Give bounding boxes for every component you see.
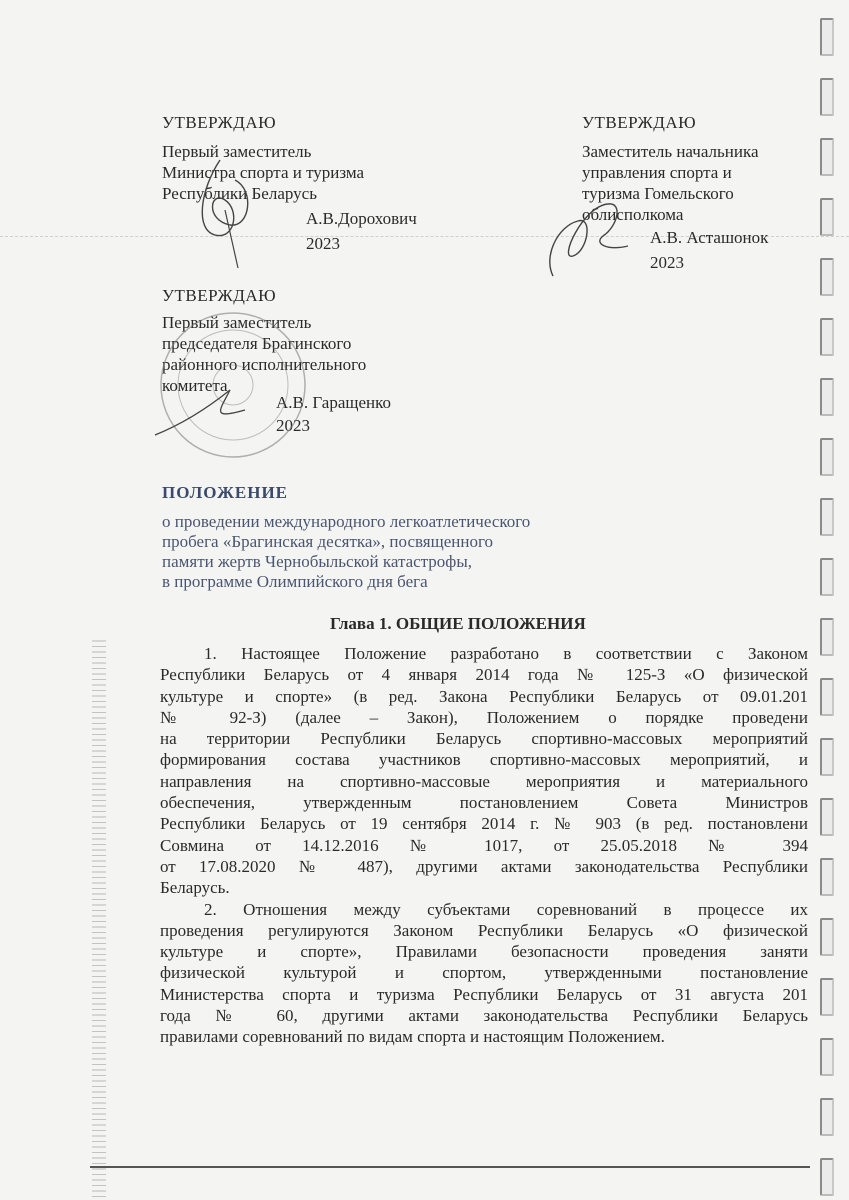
body-line: направления на спортивно-массовые мероприятия и материального [160, 771, 808, 791]
approval-position-line: Заместитель начальника [582, 142, 759, 161]
subtitle-line: памяти жертв Чернобыльской катастрофы, [162, 552, 472, 571]
document-subtitle [162, 512, 530, 592]
document-title: ПОЛОЖЕНИЕ [162, 483, 288, 502]
approval-heading: УТВЕРЖДАЮ [162, 113, 277, 132]
binder-rings [812, 0, 842, 1200]
body-line: Совмина от 14.12.2016 № 1017, от 25.05.2018 № 394 [160, 835, 808, 855]
approval-position-line: управления спорта и [582, 163, 732, 182]
approval-heading: УТВЕРЖДАЮ [162, 286, 277, 305]
approval-name: А.В.Дорохович [306, 209, 417, 228]
body-line: 2. Отношения между субъектами соревнований в процессе их [204, 899, 808, 919]
body-line: физической культурой и спортом, утвержденными постановление [160, 963, 808, 983]
body-line: № 92-З) (далее – Закон), Положением о порядке проведени [160, 707, 808, 727]
signature-garashchenko [150, 380, 270, 440]
approval-heading: УТВЕРЖДАЮ [582, 113, 697, 132]
body-line: Республики Беларусь от 4 января 2014 года № 125-З «О физической [160, 665, 808, 685]
approval-year: 2023 [650, 253, 684, 272]
signature-astashonok [538, 196, 638, 286]
approval-position-line: комитета [162, 376, 228, 395]
subtitle-line: пробега «Брагинская десятка», посвященного [162, 532, 494, 551]
approval-position-line: облисполкома [582, 205, 684, 224]
body-line: обеспечения, утвержденным постановлением Совета Министров [160, 793, 808, 813]
approval-position-line: туризма Гомельского [582, 184, 734, 203]
body-line: от 17.08.2020 № 487), другими актами законодательства Республики [160, 856, 808, 876]
body-line: Беларусь. [160, 878, 230, 898]
approval-year: 2023 [306, 234, 340, 253]
body-line: Республики Беларусь от 19 сентября 2014 г. № 903 (в ред. постановлени [160, 814, 808, 834]
approval-position-line: Первый заместитель [162, 313, 312, 332]
body-line: правилами соревнований по видам спорта и настоящим Положением. [160, 1027, 665, 1047]
page-bottom-edge [90, 1166, 810, 1168]
subtitle-line: о проведении международного легкоатлетического [162, 512, 531, 531]
approval-position-line: Первый заместитель [162, 142, 312, 161]
body-line: культуре и спорте» (в ред. Закона Республики Беларусь от 09.01.201 [160, 686, 808, 706]
body-line: Министерства спорта и туризма Республики Беларусь от 31 августа 201 [160, 984, 808, 1004]
chapter-heading: Глава 1. ОБЩИЕ ПОЛОЖЕНИЯ [330, 614, 586, 633]
signature-dorokhovich [180, 150, 270, 270]
approval-name: А.В. Асташонок [650, 228, 769, 247]
approval-position-line: председателя Брагинского [162, 334, 352, 353]
approval-position-line: районного исполнительного [162, 355, 367, 374]
approval-position-line: Министра спорта и туризма [162, 163, 365, 182]
approval-position-line: Республики Беларусь [162, 184, 317, 203]
approval-name: А.В. Гаращенко [276, 393, 391, 412]
document-body [160, 643, 808, 1048]
body-line: культуре и спорте», Правилами безопасности проведения заняти [160, 942, 808, 962]
body-line: проведения регулируются Законом Республики Беларусь «О физической [160, 920, 808, 940]
approval-year: 2023 [276, 416, 310, 435]
body-line: 1. Настоящее Положение разработано в соответствии с Законом [204, 644, 808, 663]
body-line: года № 60, другими актами законодательства Республики Беларусь [160, 1006, 808, 1026]
scan-edge-noise [92, 640, 106, 1200]
body-line: формирования состава участников спортивно-массовых мероприятий, и [160, 750, 808, 770]
body-line: на территории Республики Беларусь спортивно-массовых мероприятий [160, 729, 808, 749]
subtitle-line: в программе Олимпийского дня бега [162, 572, 428, 591]
